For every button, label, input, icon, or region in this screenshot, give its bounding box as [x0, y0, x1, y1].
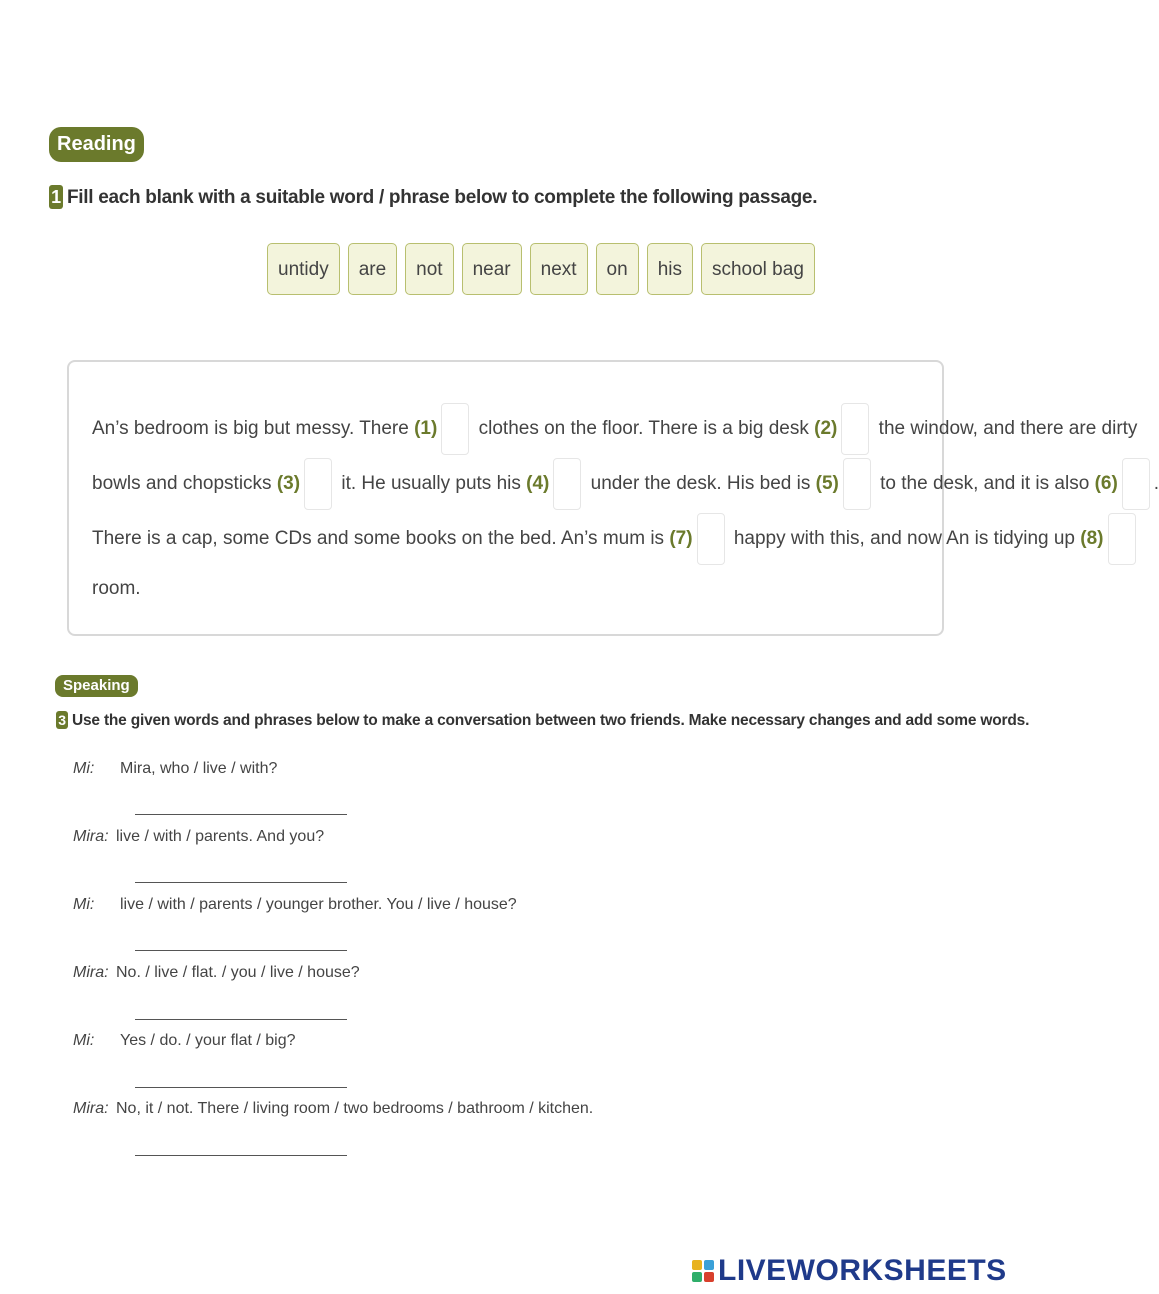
logo-square	[692, 1272, 702, 1282]
blank-input-4[interactable]	[553, 458, 581, 510]
blank-number-1: (1)	[414, 418, 438, 439]
blank-number-8: (8)	[1080, 528, 1104, 549]
answer-line-1[interactable]	[135, 814, 347, 815]
blank-number-3: (3)	[276, 473, 301, 494]
passage-line-4: room.	[92, 578, 141, 599]
blank-input-2[interactable]	[841, 403, 869, 455]
logo-text: LIVEWORKSHEETS	[718, 1254, 1007, 1287]
liveworksheets-logo	[692, 1254, 1007, 1288]
dialogue-speaker: Mira:	[73, 1100, 109, 1117]
word-chip-next[interactable]: next	[530, 243, 588, 295]
dialogue-speaker: Mira:	[73, 828, 109, 845]
task-number-1: 1	[49, 185, 63, 209]
passage-line-3	[92, 513, 1140, 565]
dialogue-prompt: live / with / parents. And you?	[116, 828, 325, 845]
word-chip-not[interactable]: not	[405, 243, 453, 295]
reading-instruction-text: Fill each blank with a suitable word / phrase below to complete the following passage.	[67, 187, 818, 208]
speaking-instruction	[56, 711, 1029, 730]
answer-line-5[interactable]	[135, 1087, 347, 1088]
answer-line-4[interactable]	[135, 1019, 347, 1020]
word-chip-are[interactable]: are	[348, 243, 397, 295]
speaking-instruction-text: Use the given words and phrases below to make a conversation between two friends. Make necessary changes and add some words.	[72, 712, 1030, 729]
passage-text: There is a cap, some CDs and some books on the bed. An’s mum is	[92, 528, 665, 549]
passage-text: it. He usually puts his	[341, 473, 521, 494]
answer-line-2[interactable]	[135, 882, 347, 883]
blank-input-3[interactable]	[304, 458, 332, 510]
answer-line-3[interactable]	[135, 950, 347, 951]
passage-text: .	[1153, 473, 1159, 494]
reading-instruction	[49, 185, 817, 209]
logo-square	[692, 1260, 702, 1270]
dialogue-speaker: Mi:	[73, 1032, 95, 1049]
blank-input-8[interactable]	[1108, 513, 1136, 565]
blank-number-6: (6)	[1094, 473, 1118, 494]
dialogue-prompt: No. / live / flat. / you / live / house?	[116, 964, 360, 981]
blank-number-2: (2)	[814, 418, 838, 439]
logo-square	[704, 1260, 714, 1270]
logo-grid-icon	[692, 1260, 714, 1282]
blank-input-5[interactable]	[843, 458, 871, 510]
blank-number-7: (7)	[669, 528, 693, 549]
word-chip-on[interactable]: on	[596, 243, 639, 295]
answer-line-6[interactable]	[135, 1155, 347, 1156]
dialogue-prompt: No, it / not. There / living room / two bedrooms / bathroom / kitchen.	[116, 1100, 594, 1117]
blank-input-6[interactable]	[1122, 458, 1150, 510]
dialogue-speaker: Mi:	[73, 896, 95, 913]
word-chip-untidy[interactable]: untidy	[267, 243, 340, 295]
passage-text: to the desk, and it is also	[880, 473, 1090, 494]
word-chip-his[interactable]: his	[647, 243, 693, 295]
dialogue-speaker: Mi:	[73, 760, 95, 777]
word-chip-near[interactable]: near	[462, 243, 522, 295]
passage-text: the window, and there are dirty	[878, 418, 1138, 439]
passage-line-1	[92, 403, 1137, 455]
passage-text: clothes on the floor. There is a big desk	[478, 418, 809, 439]
passage-text: under the desk. His bed is	[590, 473, 811, 494]
blank-input-1[interactable]	[441, 403, 469, 455]
word-chip-school-bag[interactable]: school bag	[701, 243, 815, 295]
passage-text: happy with this, and now An is tidying up	[733, 528, 1075, 549]
dialogue-prompt: Yes / do. / your flat / big?	[120, 1032, 296, 1049]
passage-text: bowls and chopsticks	[92, 473, 272, 494]
blank-number-5: (5)	[815, 473, 839, 494]
passage-text: An’s bedroom is big but messy. There	[92, 418, 409, 439]
word-bank	[267, 243, 815, 295]
passage-line-2	[92, 458, 1159, 510]
dialogue-prompt: Mira, who / live / with?	[120, 760, 278, 777]
blank-number-4: (4)	[526, 473, 550, 494]
dialogue-speaker: Mira:	[73, 964, 109, 981]
logo-square	[704, 1272, 714, 1282]
task-number-3: 3	[56, 711, 68, 729]
speaking-badge: Speaking	[55, 675, 138, 697]
blank-input-7[interactable]	[697, 513, 725, 565]
reading-badge: Reading	[49, 127, 144, 162]
dialogue-prompt: live / with / parents / younger brother. You / live / house?	[120, 896, 517, 913]
